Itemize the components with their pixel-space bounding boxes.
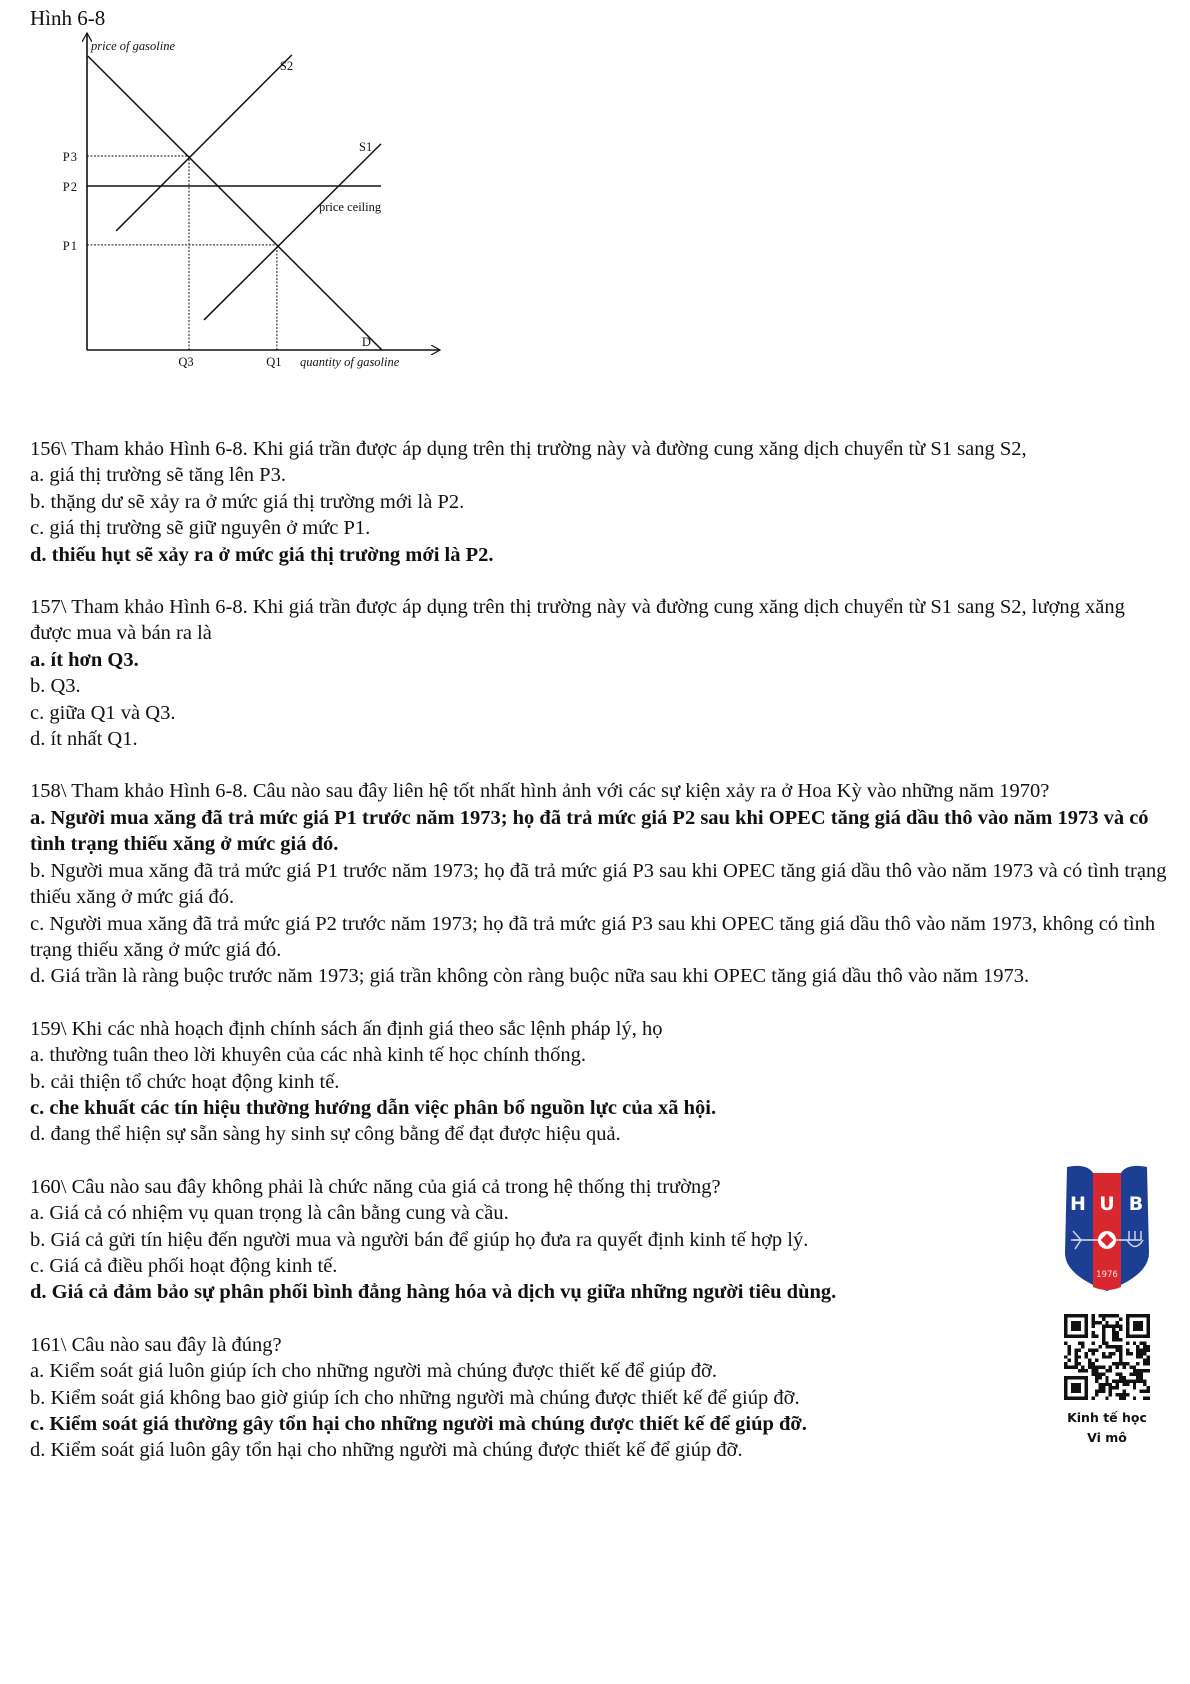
answer-option[interactable]: a. giá thị trường sẽ tăng lên P3.: [30, 464, 286, 487]
curve-label-s1: S1: [359, 139, 373, 154]
answer-option[interactable]: b. Kiểm soát giá không bao giờ giúp ích cho những người mà chúng được thiết kế để giúp đỡ.: [30, 1386, 800, 1409]
course-label: [1050, 1408, 1164, 1448]
hub-shield-logo-icon: [1063, 1163, 1151, 1293]
question-stem: 159\ Khi các nhà hoạch định chính sách ấn định giá theo sắc lệnh pháp lý, họ: [30, 1017, 663, 1040]
answer-option[interactable]: c. giá thị trường sẽ giữ nguyên ở mức P1.: [30, 517, 371, 540]
answer-option-correct[interactable]: a. Người mua xăng đã trả mức giá P1 trước năm 1973; họ đã trả mức giá P2 sau khi OPEC tăng giá dầu thô vào năm 1973 và có tình trạng thiếu xăng ở mức giá đó.: [30, 806, 1149, 856]
answer-option[interactable]: d. Giá trần là ràng buộc trước năm 1973; giá trần không còn ràng buộc nữa sau khi OPEC tăng giá dầu thô vào năm 1973.: [30, 965, 1030, 988]
curve-s1: [204, 144, 381, 320]
x-axis-label: quantity of gasoline: [300, 355, 400, 369]
y-axis-label: price of gasoline: [91, 39, 176, 53]
answer-option[interactable]: a. Kiểm soát giá luôn giúp ích cho những người mà chúng được thiết kế để giúp đỡ.: [30, 1360, 717, 1383]
logo-letter-u: U: [1099, 1193, 1115, 1215]
question-stem: 161\ Câu nào sau đây là đúng?: [30, 1333, 282, 1356]
answer-option[interactable]: c. Giá cả điều phối hoạt động kinh tế.: [30, 1254, 338, 1277]
answer-option[interactable]: b. Giá cả gửi tín hiệu đến người mua và người bán để giúp họ đưa ra quyết định kinh tế hợp lý.: [30, 1228, 809, 1251]
question-stem: 156\ Tham khảo Hình 6-8. Khi giá trần được áp dụng trên thị trường này và đường cung xăng dịch chuyển từ S1 sang S2,: [30, 438, 1027, 460]
question-161: [30, 1332, 1170, 1464]
curve-label-d: D: [361, 335, 371, 349]
quantity-tick-q3: Q3: [178, 355, 194, 369]
answer-option-correct[interactable]: a. ít hơn Q3.: [30, 648, 139, 671]
logo-letter-h: H: [1070, 1193, 1086, 1215]
answer-option[interactable]: d. đang thể hiện sự sẵn sàng hy sinh sự công bằng để đạt được hiệu quả.: [30, 1123, 621, 1146]
answer-option[interactable]: c. Người mua xăng đã trả mức giá P2 trước năm 1973; họ đã trả mức giá P3 sau khi OPEC tăng giá dầu thô vào năm 1973, không có tình trạng thiếu xăng ở mức giá đó.: [30, 912, 1156, 961]
question-160: [30, 1174, 1170, 1306]
question-159: [30, 1016, 1170, 1148]
answer-option[interactable]: b. Q3.: [30, 675, 81, 698]
question-stem: 160\ Câu nào sau đây không phải là chức năng của giá cả trong hệ thống thị trường?: [30, 1175, 721, 1198]
question-158: [30, 778, 1170, 989]
logo-letter-b: B: [1128, 1193, 1144, 1215]
question-156: [30, 436, 1170, 568]
question-list: [30, 436, 1170, 1490]
answer-option[interactable]: d. ít nhất Q1.: [30, 728, 138, 751]
tick-labels: [63, 150, 282, 369]
question-stem: 158\ Tham khảo Hình 6-8. Câu nào sau đây liên hệ tốt nhất hình ảnh với các sự kiện xảy ra ở Hoa Kỳ vào những năm 1970?: [30, 780, 1050, 803]
curve-label-s2: S2: [279, 58, 294, 73]
curve-labels: [280, 59, 382, 349]
course-subtitle: Vi mô: [1087, 1430, 1127, 1445]
logo-year: 1976: [1096, 1270, 1118, 1280]
answer-option[interactable]: b. thặng dư sẽ xảy ra ở mức giá thị trường mới là P2.: [30, 490, 465, 513]
answer-option[interactable]: a. thường tuân theo lời khuyên của các nhà kinh tế học chính thống.: [30, 1044, 586, 1067]
supply-demand-chart: [0, 0, 470, 370]
quantity-tick-q1: Q1: [266, 355, 282, 369]
branding-panel: [1063, 1163, 1153, 1298]
question-157: [30, 594, 1170, 752]
answer-option[interactable]: a. Giá cả có nhiệm vụ quan trọng là cân bằng cung và cầu.: [30, 1202, 509, 1225]
answer-option[interactable]: b. Người mua xăng đã trả mức giá P1 trước năm 1973; họ đã trả mức giá P3 sau khi OPEC tăng giá dầu thô vào năm 1973 và có tình trạng thiếu xăng ở mức giá đó.: [30, 859, 1167, 909]
course-subject: Kinh tế học: [1067, 1410, 1147, 1425]
question-stem: 157\ Tham khảo Hình 6-8. Khi giá trần được áp dụng trên thị trường này và đường cung xăng dịch chuyển từ S1 sang S2, lượng xăng được mua và bán ra là: [30, 596, 1125, 645]
qr-code-icon[interactable]: [1064, 1313, 1150, 1401]
price-tick-p1: P1: [62, 238, 78, 253]
answer-option[interactable]: d. Kiểm soát giá luôn gây tổn hại cho những người mà chúng được thiết kế để giúp đỡ.: [30, 1439, 743, 1462]
answer-option-correct[interactable]: d. thiếu hụt sẽ xảy ra ở mức giá thị trường mới là P2.: [30, 543, 494, 566]
answer-option[interactable]: c. giữa Q1 và Q3.: [30, 701, 176, 724]
figure-title: Hình 6-8: [30, 6, 106, 30]
price-tick-p3: P3: [62, 149, 78, 164]
answer-option-correct[interactable]: d. Giá cả đảm bảo sự phân phối bình đẳng hàng hóa và dịch vụ giữa những người tiêu dùng.: [30, 1281, 837, 1304]
curve-label-price-ceiling: price ceiling: [319, 200, 382, 215]
curve-s2: [116, 55, 292, 231]
answer-option-correct[interactable]: c. che khuất các tín hiệu thường hướng dẫn việc phân bổ nguồn lực của xã hội.: [30, 1096, 717, 1119]
answer-option[interactable]: b. cải thiện tổ chức hoạt động kinh tế.: [30, 1070, 340, 1093]
answer-option-correct[interactable]: c. Kiểm soát giá thường gây tổn hại cho những người mà chúng được thiết kế để giúp đỡ.: [30, 1413, 807, 1435]
price-tick-p2: P2: [62, 180, 78, 195]
guide-lines: [87, 156, 277, 350]
